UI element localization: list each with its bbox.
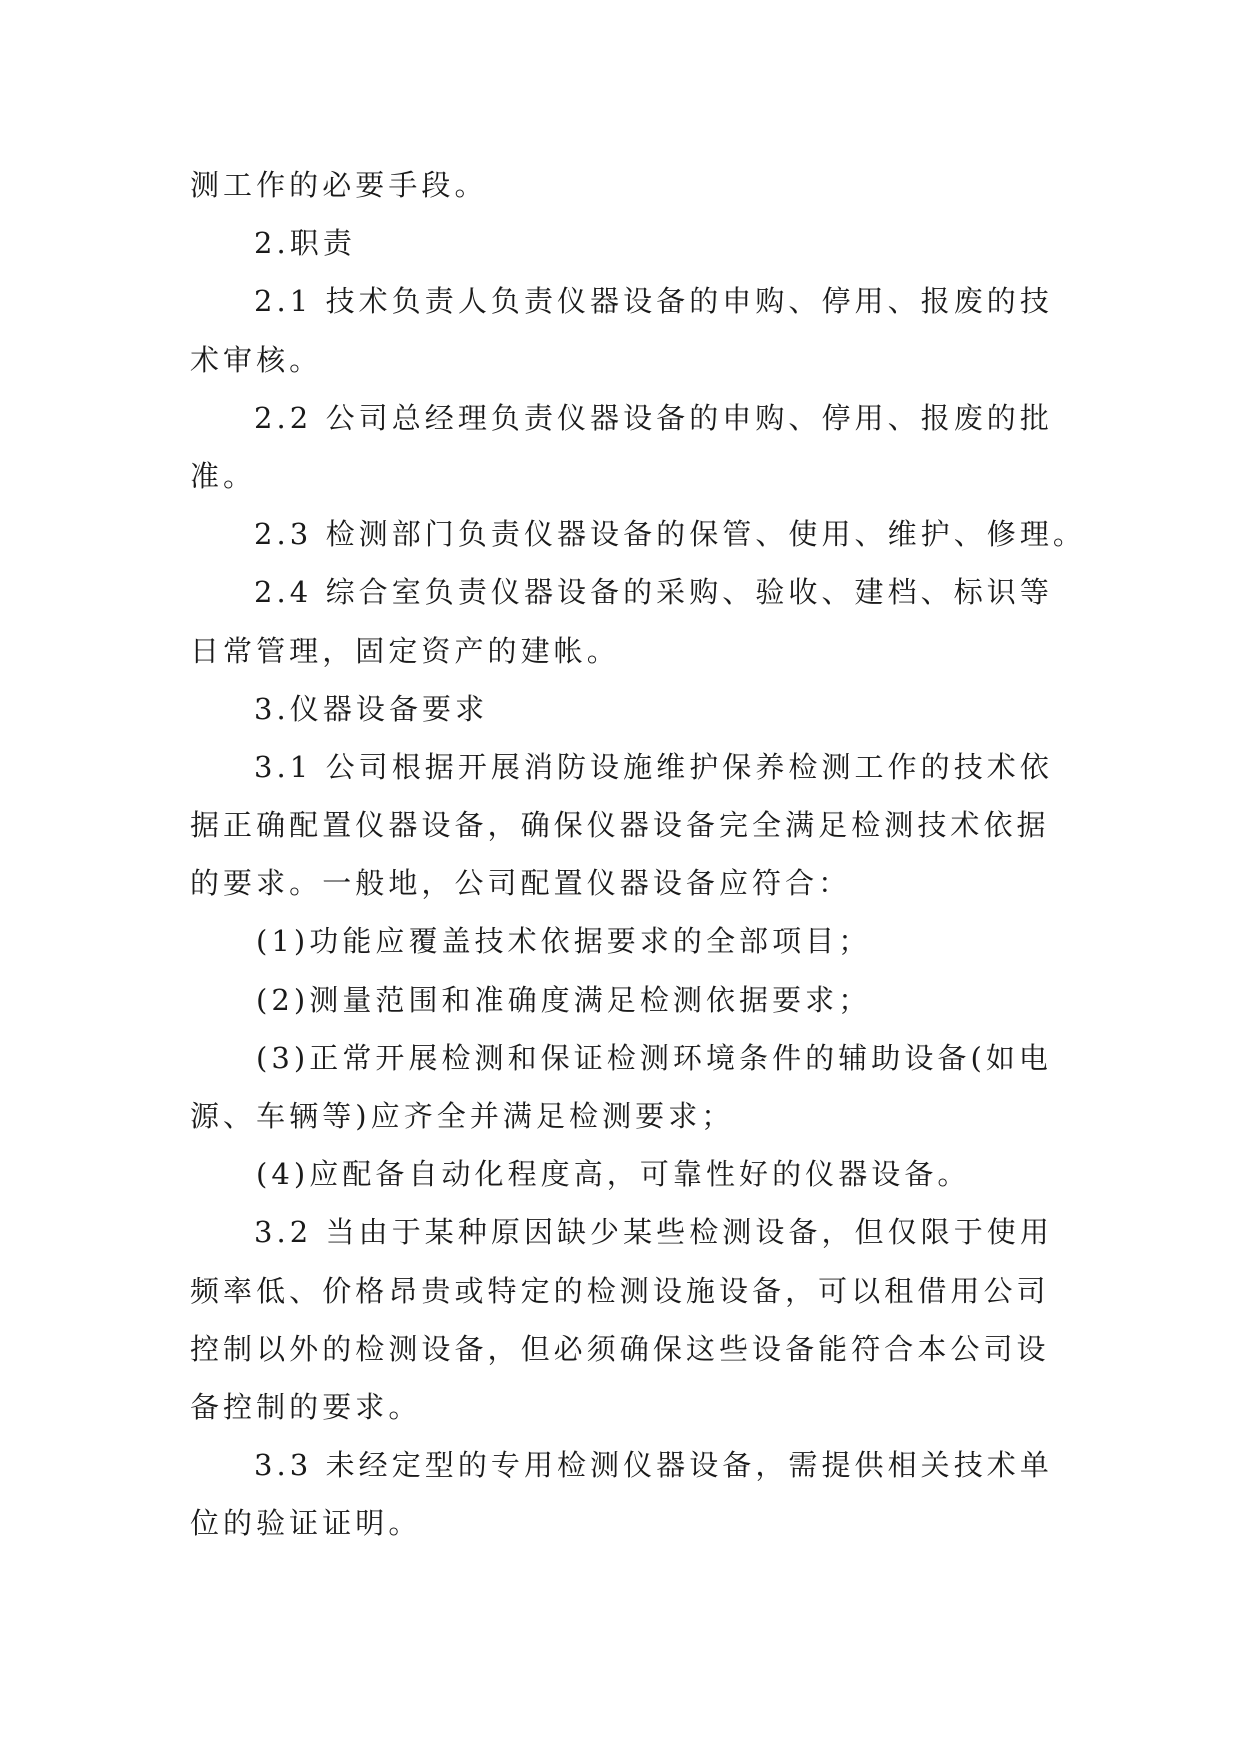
paragraph-line: 3.1 公司根据开展消防设施维护保养检测工作的技术依 [254,749,1053,784]
paragraph-line: 3.3 未经定型的专用检测仪器设备，需提供相关技术单 [254,1448,1053,1483]
section-heading: 3.仪器设备要求 [254,691,489,726]
document-body [190,156,1086,1553]
paragraph-line: 控制以外的检测设备，但必须确保这些设备能符合本公司设 [190,1331,1050,1366]
paragraph-line: 术审核。 [190,342,323,377]
paragraph-line: 2.4 综合室负责仪器设备的采购、验收、建档、标识等 [254,575,1053,610]
paragraph-line: 据正确配置仪器设备，确保仪器设备完全满足检测技术依据 [190,808,1050,843]
paragraph-line: 的要求。一般地，公司配置仪器设备应符合： [190,866,852,901]
list-item: (3)正常开展检测和保证检测环境条件的辅助设备(如电 [256,1040,1052,1075]
section-heading: 2.职责 [254,226,356,261]
list-item: (1)功能应覆盖技术依据要求的全部项目； [256,924,872,959]
paragraph-line: 2.3 检测部门负责仪器设备的保管、使用、维护、修理。 [254,517,1086,552]
paragraph-line: 位的验证证明。 [190,1506,422,1541]
paragraph-line: 日常管理，固定资产的建帐。 [190,633,620,668]
list-item: (4)应配备自动化程度高，可靠性好的仪器设备。 [256,1157,971,1192]
paragraph-line: 测工作的必要手段。 [190,168,488,202]
paragraph-line: 频率低、价格昂贵或特定的检测设施设备，可以租借用公司 [190,1273,1050,1308]
paragraph-line: 备控制的要求。 [190,1389,422,1424]
list-item: (2)测量范围和准确度满足检测依据要求； [256,982,872,1017]
paragraph-line: 源、车辆等)应齐全并满足检测要求； [190,1099,735,1133]
paragraph-line: 2.2 公司总经理负责仪器设备的申购、停用、报废的批 [254,400,1053,435]
paragraph-line: 准。 [190,458,257,493]
paragraph-line: 3.2 当由于某种原因缺少某些检测设备，但仅限于使用 [254,1215,1053,1250]
paragraph-line: 2.1 技术负责人负责仪器设备的申购、停用、报废的技 [254,284,1053,319]
